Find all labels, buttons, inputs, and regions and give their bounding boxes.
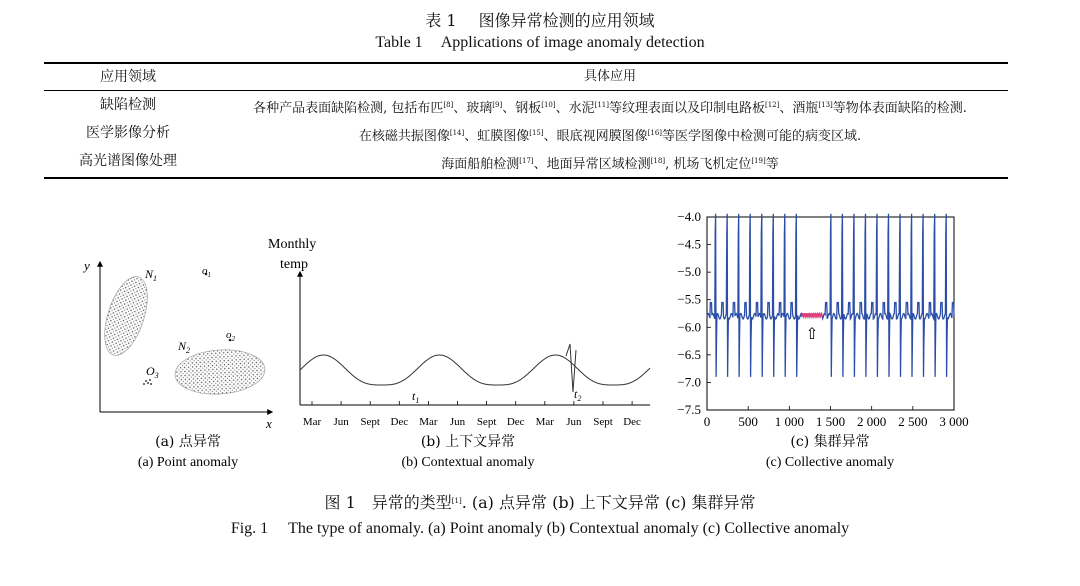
panel-a-caption-en: (a) Point anomaly bbox=[137, 455, 239, 470]
panel-a-caption-cn: (a) 点异常 bbox=[155, 434, 221, 450]
month-tick-label: Dec bbox=[623, 416, 641, 428]
panel-b-temperature-curve bbox=[300, 355, 650, 385]
table-cell-field: 医学影像分析 bbox=[86, 125, 170, 141]
table-cell-application: 在核磁共振图像[14]、虹膜图像[15]、眼底视网膜图像[16]等医学图像中检测可能的病变区域. bbox=[358, 129, 862, 144]
y-tick-label: −5.0 bbox=[677, 264, 701, 280]
y-tick-label: −6.5 bbox=[677, 346, 701, 362]
contextual-anomaly-dip bbox=[566, 344, 576, 392]
label-o3: O bbox=[146, 364, 155, 378]
label-t1-sub: 1 bbox=[415, 396, 420, 405]
panel-b-caption-cn: (b) 上下文异常 bbox=[420, 434, 516, 450]
table-cell-field: 高光谱图像处理 bbox=[79, 153, 177, 169]
label-n1-sub: 1 bbox=[153, 274, 158, 283]
panel-a-x-label: x bbox=[266, 416, 272, 431]
panel-b-contextual-anomaly bbox=[268, 237, 650, 470]
label-o1: o bbox=[202, 265, 208, 277]
figure-caption-cn bbox=[0, 490, 1080, 513]
citation-ref: [19] bbox=[751, 157, 766, 165]
table-title-en: Applications of image anomaly detection bbox=[440, 34, 705, 51]
label-o2: o bbox=[226, 329, 232, 341]
citation-ref: [8] bbox=[443, 101, 454, 109]
y-tick-label: −7.0 bbox=[677, 374, 701, 390]
table-header-field: 应用领域 bbox=[100, 69, 156, 85]
figure-caption-en bbox=[0, 520, 1080, 538]
panel-b-y-label-line1: Monthly bbox=[268, 237, 317, 252]
figure-number-cn: 图 1 bbox=[324, 493, 356, 512]
y-tick-label: −7.5 bbox=[677, 402, 701, 417]
cluster-n1 bbox=[96, 271, 156, 360]
citation-ref: [14] bbox=[449, 129, 465, 137]
month-tick-label: Dec bbox=[506, 416, 525, 428]
x-tick-label: 2 000 bbox=[857, 414, 887, 429]
table-cell-field: 缺陷检测 bbox=[100, 97, 156, 113]
svg-text:O3 bbox=[146, 364, 159, 380]
citation-ref: [9] bbox=[492, 101, 503, 109]
citation-ref: [12] bbox=[765, 101, 780, 109]
panel-b-y-label-line2: temp bbox=[280, 257, 308, 272]
label-t2-sub: 2 bbox=[577, 394, 582, 403]
panel-c-caption-cn: (c) 集群异常 bbox=[790, 434, 870, 450]
x-tick-label: 3 000 bbox=[939, 414, 969, 429]
table-title-cn: 图像异常检测的应用领域 bbox=[478, 11, 655, 30]
x-tick-label: 1 500 bbox=[815, 414, 846, 429]
svg-text:o1 bbox=[202, 265, 211, 279]
table-number-en: Table 1 bbox=[375, 34, 423, 51]
month-tick-label: Mar bbox=[302, 416, 322, 428]
citation-ref: [13] bbox=[818, 101, 833, 109]
month-tick-label: Jun bbox=[333, 416, 349, 428]
chart-c-x-ticks bbox=[704, 406, 969, 429]
label-n1: N bbox=[145, 267, 154, 281]
citation-ref: [11] bbox=[594, 101, 609, 109]
y-tick-label: −4.0 bbox=[677, 209, 701, 224]
citation-ref: [15] bbox=[529, 129, 544, 137]
chart-c-series-line bbox=[707, 214, 954, 377]
month-tick-label: Mar bbox=[419, 416, 438, 428]
point-cluster-o3 bbox=[143, 379, 152, 385]
month-tick-label: Mar bbox=[535, 416, 554, 428]
citation-ref: [16] bbox=[647, 129, 663, 137]
svg-text:N1 bbox=[144, 267, 157, 283]
month-tick-label: Sept bbox=[360, 416, 380, 428]
chart-c-anomaly-segment bbox=[802, 314, 823, 317]
month-tick-label: Sept bbox=[593, 416, 613, 428]
figure-title-en: The type of anomaly. (a) Point anomaly (b) Contextual anomaly (c) Collective anomaly bbox=[288, 520, 850, 537]
panel-c-caption-en: (c) Collective anomaly bbox=[765, 455, 895, 470]
x-tick-label: 500 bbox=[738, 414, 758, 429]
month-tick-label: Jun bbox=[566, 416, 582, 428]
x-tick-label: 1 000 bbox=[774, 414, 804, 429]
anomaly-arrow-icon: ⇧ bbox=[805, 324, 819, 344]
panel-b-caption-en: (b) Contextual anomaly bbox=[401, 455, 535, 470]
label-t1: t bbox=[412, 389, 416, 403]
citation-ref: [17] bbox=[519, 157, 534, 165]
figure-title-cn: 异常的类型[1]. (a) 点异常 (b) 上下文异常 (c) 集群异常 bbox=[371, 493, 756, 512]
label-o3-sub: 3 bbox=[154, 371, 159, 380]
label-o2-sub: 2 bbox=[231, 335, 235, 343]
month-tick-label: Sept bbox=[476, 416, 497, 428]
citation-ref: [1] bbox=[451, 497, 462, 505]
chart-c-y-ticks bbox=[677, 209, 711, 417]
label-n2: N bbox=[178, 339, 187, 353]
label-o1-sub: 1 bbox=[207, 271, 211, 279]
svg-text:t2 bbox=[574, 387, 581, 403]
svg-text:t1 bbox=[412, 389, 419, 405]
panel-a-y-label: y bbox=[84, 258, 90, 273]
svg-text:N2 bbox=[177, 339, 190, 355]
table-header-application: 具体应用 bbox=[583, 69, 636, 84]
month-tick-label: Dec bbox=[390, 416, 409, 428]
panel-a-point-anomaly bbox=[82, 258, 272, 470]
month-tick-label: Jun bbox=[449, 416, 466, 428]
citation-ref: [10] bbox=[541, 101, 556, 109]
label-n2-sub: 2 bbox=[186, 346, 191, 355]
table-cell-application: 各种产品表面缺陷检测, 包括布匹[8]、玻璃[9]、钢板[10]、水泥[11]等纹理表面以及印制电路板[12]、酒瓶[13]等物体表面缺陷的检测. bbox=[253, 101, 967, 116]
table-cell-application: 海面船舶检测[17]、地面异常区域检测[18], 机场飞机定位[19]等 bbox=[441, 157, 779, 172]
y-tick-label: −4.5 bbox=[677, 236, 701, 252]
figure-number-en: Fig. 1 bbox=[230, 520, 269, 537]
panel-c-collective-anomaly bbox=[677, 209, 968, 470]
y-tick-label: −6.0 bbox=[677, 319, 701, 335]
y-tick-label: −5.5 bbox=[677, 291, 701, 307]
label-t2: t bbox=[574, 387, 578, 401]
x-tick-label: 0 bbox=[703, 414, 711, 429]
citation-ref: [18] bbox=[650, 157, 666, 165]
x-tick-label: 2 500 bbox=[898, 414, 928, 429]
svg-text:o2 bbox=[226, 329, 236, 343]
table-number-cn: 表 1 bbox=[425, 11, 457, 30]
